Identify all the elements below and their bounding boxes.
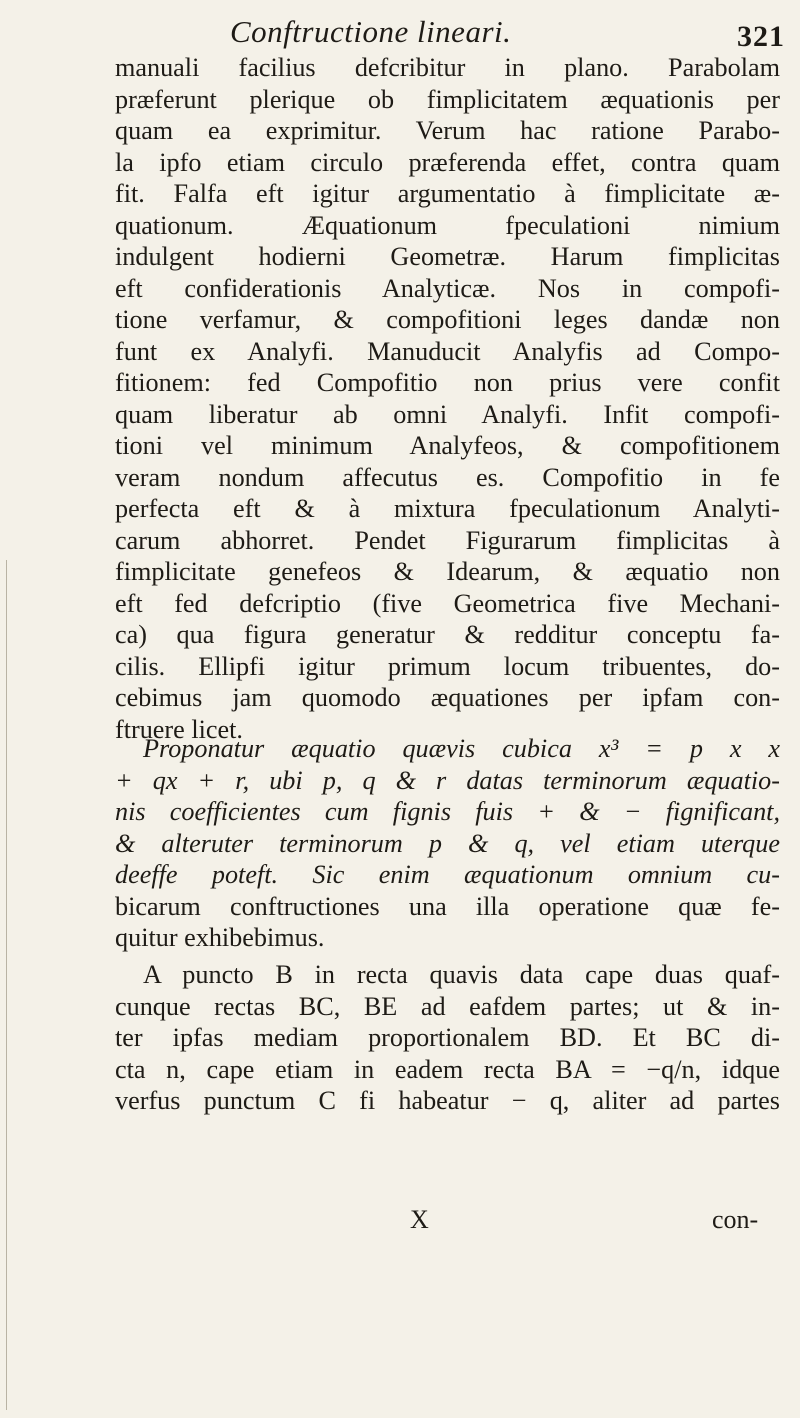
text-line: fitionem: fed Compofitio non prius vere confit — [115, 368, 780, 397]
text-line: tione verfamur, & compofitioni leges dandæ non — [115, 305, 780, 334]
text-line: nis coefficientes cum fignis fuis + & − fignificant, — [115, 797, 780, 826]
text-line: cebimus jam quomodo æquationes per ipfam con- — [115, 683, 780, 712]
text-line: veram nondum affecutus es. Compofitio in fe — [115, 462, 780, 492]
text-line: & alteruter terminorum p & q, vel etiam uterque — [115, 828, 780, 858]
text-line: Proponatur æquatio quævis cubica x³ = p x x — [143, 734, 780, 763]
text-line: eft fed defcriptio (five Geometrica five Mechani- — [115, 588, 780, 618]
text-line: verfus punctum C fi habeatur − q, aliter ad partes — [115, 1086, 780, 1115]
text-line: perfecta eft & à mixtura fpeculationum Analyti- — [115, 494, 780, 523]
text-line: bicarum conftructiones una illa operatione quæ fe- — [115, 891, 780, 921]
text-line: cunque rectas BC, BE ad eafdem partes; ut & in- — [115, 991, 780, 1021]
text-line: deeffe poteft. Sic enim æquationum omnium cu- — [115, 860, 780, 889]
page-footer — [0, 1205, 800, 1245]
text-line: ftruere licet. — [115, 714, 243, 744]
text-line: fit. Falfa eft igitur argumentatio à fimplicitate æ- — [115, 179, 780, 208]
text-line: quam liberatur ab omni Analyfi. Infit compofi- — [115, 399, 780, 429]
text-line: manuali facilius defcribitur in plano. Parabolam — [115, 53, 780, 82]
text-line: ca) qua figura generatur & redditur conceptu fa- — [115, 620, 780, 649]
catchword: con- — [712, 1205, 759, 1234]
paragraph-2 — [115, 733, 780, 954]
text-line: carum abhorret. Pendet Figurarum fimplicitas à — [115, 525, 780, 555]
paragraph-3 — [115, 959, 780, 1117]
text-line: ter ipfas mediam proportionalem BD. Et BC di- — [115, 1023, 780, 1052]
text-line: tioni vel minimum Analyfeos, & compofitionem — [115, 431, 780, 460]
text-line: quam ea exprimitur. Verum hac ratione Parabo- — [115, 116, 780, 145]
running-title: Conftructione lineari. — [230, 14, 512, 49]
text-line: cilis. Ellipfi igitur primum locum tribuentes, do- — [115, 651, 780, 681]
text-line: eft confiderationis Analyticæ. Nos in compofi- — [115, 273, 780, 303]
text-line: fimplicitate genefeos & Idearum, & æquatio non — [115, 557, 780, 586]
text-line: A puncto B in recta quavis data cape duas quaf- — [143, 960, 780, 989]
text-line: quitur exhibebimus. — [115, 923, 325, 952]
margin-rule — [6, 560, 7, 1410]
text-line: indulgent hodierni Geometræ. Harum fimplicitas — [115, 242, 780, 271]
text-line: + qx + r, ubi p, q & r datas terminorum æquatio- — [115, 765, 780, 795]
paragraph-1 — [115, 52, 780, 745]
text-line: funt ex Analyfi. Manuducit Analyfis ad Compo- — [115, 336, 780, 366]
text-line: quationum. Æquationum fpeculationi nimium — [115, 210, 780, 240]
text-line: cta n, cape etiam in eadem recta BA = −q/n, idque — [115, 1054, 780, 1084]
text-line: la ipfo etiam circulo præferenda effet, contra quam — [115, 147, 780, 177]
page-number: 321 — [737, 20, 785, 53]
signature-mark: X — [410, 1205, 429, 1234]
text-line: præferunt plerique ob fimplicitatem æquationis per — [115, 84, 780, 114]
